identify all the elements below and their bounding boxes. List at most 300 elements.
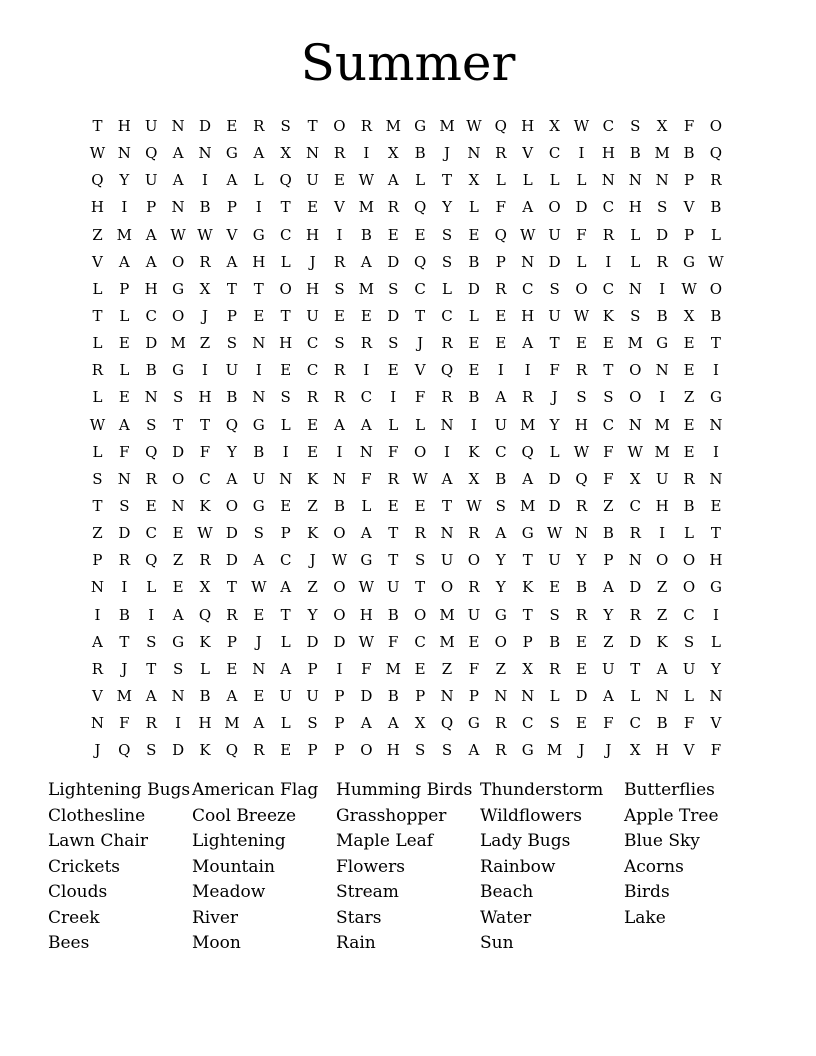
grid-letter: A <box>468 741 480 760</box>
grid-letter: B <box>602 524 614 543</box>
grid-letter: N <box>306 144 320 163</box>
grid-letter: C <box>629 714 641 733</box>
grid-letter: D <box>333 632 346 651</box>
grid-letter: P <box>522 632 533 651</box>
grid-letter: B <box>145 361 157 380</box>
grid-letter: M <box>358 279 375 298</box>
grid-letter: D <box>306 632 319 651</box>
grid-letter: S <box>441 252 453 271</box>
grid-letter: L <box>253 171 264 190</box>
page-title: Summer <box>300 34 516 92</box>
grid-letter: R <box>199 252 211 271</box>
grid-letter: E <box>495 306 507 325</box>
grid-letter: L <box>280 252 291 271</box>
grid-letter: A <box>522 198 534 217</box>
grid-letter: E <box>468 225 480 244</box>
grid-letter: O <box>629 361 642 380</box>
grid-letter: G <box>709 578 722 597</box>
grid-letter: W <box>358 578 375 597</box>
grid-letter: N <box>709 686 723 705</box>
grid-letter: S <box>630 117 641 135</box>
grid-letter: J <box>94 741 101 760</box>
grid-letter: N <box>171 198 185 217</box>
grid-letter: N <box>144 388 158 407</box>
grid-letter: W <box>170 225 186 244</box>
grid-letter: B <box>333 496 345 515</box>
grid-letter: O <box>333 117 346 135</box>
grid-letter: S <box>441 741 453 760</box>
grid-letter: V <box>92 252 103 271</box>
word-bank-word: Lawn Chair <box>48 831 148 851</box>
grid-letter: L <box>630 225 641 244</box>
grid-letter: I <box>390 388 397 407</box>
grid-letter: L <box>495 171 506 190</box>
grid-letter: T <box>415 578 426 597</box>
word-bank-word: Beach <box>480 882 534 902</box>
grid-letter: N <box>628 171 642 190</box>
grid-letter: U <box>306 306 319 325</box>
word-bank-word: River <box>192 907 239 928</box>
grid-letter: R <box>226 605 238 624</box>
grid-letter: F <box>710 741 722 760</box>
grid-letter: T <box>710 334 721 353</box>
grid-letter: A <box>656 659 668 678</box>
grid-letter: I <box>470 415 477 434</box>
grid-letter: H <box>709 551 723 570</box>
grid-letter: G <box>360 551 373 570</box>
grid-letter: U <box>548 306 561 325</box>
grid-letter: P <box>334 741 345 760</box>
grid-letter: E <box>576 714 587 733</box>
grid-letter: T <box>522 605 533 624</box>
grid-letter: I <box>336 225 343 244</box>
word-bank-column <box>192 778 342 957</box>
grid-letter: O <box>333 524 346 543</box>
grid-letter: W <box>708 252 724 271</box>
grid-letter: A <box>226 469 238 488</box>
grid-letter: N <box>628 279 642 298</box>
grid-letter: Y <box>495 578 506 597</box>
word-bank-word: Grasshopper <box>336 805 447 826</box>
grid-letter: A <box>280 578 292 597</box>
word-bank-word: Acorns <box>624 856 684 877</box>
grid-letter: O <box>655 551 669 570</box>
word-bank-word: Bees <box>48 933 90 953</box>
grid-letter: R <box>575 361 588 380</box>
grid-letter: P <box>280 524 291 543</box>
grid-letter: N <box>252 334 266 353</box>
grid-letter: E <box>307 415 319 434</box>
grid-letter: D <box>225 524 238 543</box>
grid-letter: E <box>172 578 184 597</box>
grid-letter: E <box>576 334 587 353</box>
grid-letter: O <box>629 388 642 407</box>
grid-letter: D <box>172 741 185 760</box>
grid-letter: I <box>94 605 101 624</box>
grid-letter: U <box>467 605 481 624</box>
grid-letter: I <box>712 361 719 380</box>
grid-letter: E <box>683 415 695 434</box>
grid-letter: D <box>548 469 561 488</box>
grid-letter: W <box>546 524 563 543</box>
grid-letter: R <box>710 171 722 190</box>
grid-letter: W <box>331 551 348 570</box>
grid-letter: N <box>359 442 373 461</box>
grid-letter: Q <box>145 144 158 163</box>
grid-letter: I <box>578 144 585 163</box>
grid-letter: B <box>414 144 426 163</box>
grid-letter: O <box>225 496 239 515</box>
grid-letter: H <box>359 605 373 624</box>
grid-letter: Z <box>307 578 318 597</box>
grid-letter: R <box>683 469 695 488</box>
grid-letter: N <box>332 469 347 488</box>
grid-letter: N <box>521 252 535 271</box>
grid-letter: F <box>388 442 399 461</box>
grid-letter: S <box>603 388 614 407</box>
grid-letter: N <box>521 686 535 705</box>
grid-letter: R <box>91 659 104 678</box>
grid-letter: N <box>171 496 185 515</box>
grid-letter: J <box>309 252 316 271</box>
grid-letter: Z <box>656 605 668 624</box>
grid-letter: W <box>89 415 106 434</box>
grid-letter: F <box>603 469 614 488</box>
grid-letter: A <box>387 171 399 190</box>
grid-letter: L <box>119 361 130 380</box>
grid-letter: O <box>279 279 292 298</box>
grid-letter: G <box>709 388 722 407</box>
grid-letter: H <box>306 279 320 298</box>
grid-letter: P <box>683 171 695 190</box>
grid-letter: T <box>92 306 103 325</box>
grid-letter: P <box>603 551 614 570</box>
grid-letter: S <box>146 741 157 760</box>
grid-letter: G <box>172 632 185 651</box>
word-bank-word: Water <box>480 907 532 928</box>
grid-letter: O <box>360 741 373 760</box>
word-bank-word: Blue Sky <box>624 831 700 851</box>
grid-letter: Z <box>656 578 668 597</box>
grid-letter: F <box>361 469 372 488</box>
grid-letter: G <box>467 714 480 733</box>
grid-letter: C <box>306 361 319 380</box>
grid-letter: M <box>170 334 186 353</box>
grid-letter: B <box>468 252 480 271</box>
grid-letter: Q <box>225 415 239 434</box>
grid-letter: B <box>199 686 211 705</box>
word-bank-word: Meadow <box>192 882 266 902</box>
grid-letter: X <box>629 469 641 488</box>
grid-letter: X <box>656 117 668 135</box>
grid-letter: M <box>116 686 133 705</box>
word-bank-word: Rain <box>336 933 376 953</box>
grid-letter: C <box>145 524 157 543</box>
grid-letter: A <box>522 469 534 488</box>
grid-letter: A <box>441 469 453 488</box>
grid-letter: E <box>387 361 399 380</box>
grid-letter: H <box>117 117 131 135</box>
grid-letter: N <box>709 469 723 488</box>
grid-letter: O <box>171 306 185 325</box>
grid-letter: S <box>280 388 291 407</box>
grid-letter: S <box>414 551 426 570</box>
grid-letter: N <box>655 171 669 190</box>
grid-letter: D <box>145 334 158 353</box>
grid-letter: Q <box>225 741 239 760</box>
grid-letter: T <box>388 551 399 570</box>
grid-letter: R <box>495 741 507 760</box>
grid-letter: D <box>575 686 588 705</box>
grid-letter: N <box>601 171 615 190</box>
grid-letter: S <box>495 496 506 515</box>
grid-letter: I <box>148 605 155 624</box>
grid-letter: A <box>145 252 157 271</box>
grid-letter: E <box>280 496 292 515</box>
grid-letter: C <box>602 117 615 135</box>
grid-letter: Y <box>549 415 560 434</box>
grid-letter: L <box>92 334 103 353</box>
grid-letter: H <box>655 741 669 760</box>
grid-letter: Y <box>576 551 587 570</box>
grid-letter: R <box>441 334 453 353</box>
grid-letter: B <box>199 198 211 217</box>
grid-letter: R <box>495 279 507 298</box>
word-bank-word: Stream <box>336 882 399 902</box>
grid-letter: B <box>683 144 695 163</box>
word-bank-word: Rainbow <box>480 856 556 877</box>
grid-letter: I <box>202 361 208 380</box>
grid-letter: A <box>280 659 292 678</box>
grid-letter: E <box>549 578 561 597</box>
grid-letter: C <box>306 334 319 353</box>
grid-letter: F <box>119 442 130 461</box>
word-bank-word: Flowers <box>336 856 405 877</box>
grid-letter: N <box>655 686 669 705</box>
grid-letter: X <box>199 578 211 597</box>
grid-letter: B <box>656 714 668 733</box>
grid-letter: Q <box>413 198 427 217</box>
grid-letter: E <box>280 361 292 380</box>
grid-letter: E <box>226 659 238 678</box>
grid-letter: U <box>144 171 158 190</box>
grid-letter: X <box>522 659 534 678</box>
grid-letter: J <box>578 741 585 760</box>
grid-letter: H <box>198 388 212 407</box>
grid-letter: L <box>442 279 452 298</box>
grid-letter: N <box>90 714 104 733</box>
grid-letter: R <box>333 388 346 407</box>
grid-letter: D <box>118 524 131 543</box>
grid-letter: T <box>280 306 291 325</box>
word-bank-word: Birds <box>624 882 670 902</box>
grid-letter: P <box>468 686 479 705</box>
word-bank-word: Cool Breeze <box>192 805 297 826</box>
grid-letter: H <box>252 252 266 271</box>
grid-letter: A <box>118 415 130 434</box>
grid-letter: N <box>467 144 481 163</box>
grid-letter: M <box>439 117 455 135</box>
grid-letter: H <box>144 279 158 298</box>
grid-letter: O <box>333 605 346 624</box>
grid-letter: J <box>551 388 558 407</box>
grid-letter: O <box>709 117 723 135</box>
grid-letter: N <box>628 415 642 434</box>
grid-letter: R <box>360 117 372 135</box>
grid-letter: B <box>495 469 507 488</box>
grid-letter: A <box>172 605 184 624</box>
grid-letter: I <box>444 442 450 461</box>
grid-letter: B <box>360 225 372 244</box>
grid-letter: A <box>387 714 399 733</box>
grid-letter: L <box>415 415 426 434</box>
grid-letter: C <box>199 469 211 488</box>
word-bank-word: Moon <box>192 933 241 953</box>
grid-letter: V <box>334 198 345 217</box>
grid-letter: R <box>602 225 615 244</box>
grid-letter: S <box>172 388 184 407</box>
grid-letter: D <box>575 198 588 217</box>
grid-letter: H <box>90 198 104 217</box>
grid-letter: U <box>494 415 508 434</box>
word-bank-word: Clothesline <box>48 805 146 826</box>
grid-letter: L <box>280 415 291 434</box>
grid-letter: H <box>601 144 615 163</box>
word-bank-word: Lady Bugs <box>480 831 571 851</box>
grid-letter: E <box>307 198 319 217</box>
grid-letter: N <box>494 686 508 705</box>
grid-letter: Z <box>603 496 614 515</box>
grid-letter: H <box>521 306 535 325</box>
grid-letter: Y <box>603 605 614 624</box>
grid-letter: P <box>415 686 426 705</box>
grid-letter: F <box>683 117 695 135</box>
grid-letter: U <box>440 551 454 570</box>
grid-letter: E <box>468 361 480 380</box>
grid-letter: L <box>630 252 641 271</box>
grid-letter: L <box>576 252 587 271</box>
grid-letter: F <box>199 442 211 461</box>
grid-letter: T <box>442 171 453 190</box>
grid-letter: G <box>252 415 265 434</box>
grid-letter: F <box>495 198 507 217</box>
grid-letter: E <box>414 496 426 515</box>
grid-letter: R <box>253 741 265 760</box>
grid-letter: X <box>629 741 641 760</box>
grid-letter: E <box>576 632 587 651</box>
grid-letter: L <box>92 388 103 407</box>
grid-letter: T <box>522 551 533 570</box>
grid-letter: A <box>118 252 130 271</box>
grid-letter: H <box>386 741 400 760</box>
grid-letter: B <box>387 686 399 705</box>
grid-letter: E <box>118 334 130 353</box>
grid-letter: A <box>360 714 372 733</box>
grid-letter: Z <box>441 659 453 678</box>
grid-letter: P <box>495 252 506 271</box>
grid-letter: O <box>171 252 185 271</box>
grid-letter: S <box>172 659 184 678</box>
word-bank-word: Stars <box>336 907 382 928</box>
grid-letter: I <box>524 361 531 380</box>
grid-letter: S <box>657 198 668 217</box>
grid-letter: T <box>146 659 157 678</box>
grid-letter: E <box>576 659 587 678</box>
word-bank-word: Humming Birds <box>336 780 473 800</box>
grid-letter: P <box>683 225 695 244</box>
grid-letter: T <box>549 334 560 353</box>
word-bank-column <box>624 778 774 931</box>
grid-letter: U <box>655 469 669 488</box>
grid-letter: B <box>253 442 265 461</box>
grid-letter: O <box>467 551 481 570</box>
grid-letter: Z <box>683 388 695 407</box>
grid-letter: A <box>253 551 265 570</box>
grid-letter: I <box>363 144 370 163</box>
grid-letter: L <box>119 306 130 325</box>
grid-letter: W <box>251 578 267 597</box>
grid-letter: W <box>519 225 536 244</box>
grid-letter: Y <box>495 551 506 570</box>
grid-letter: N <box>171 117 185 135</box>
grid-letter: O <box>413 442 427 461</box>
grid-letter: N <box>440 686 454 705</box>
grid-letter: L <box>468 306 479 325</box>
grid-letter: D <box>629 632 642 651</box>
word-bank-word: Lake <box>624 907 666 928</box>
grid-letter: R <box>333 361 346 380</box>
grid-letter: V <box>710 714 722 733</box>
grid-letter: R <box>145 469 157 488</box>
grid-letter: R <box>118 551 130 570</box>
grid-letter: S <box>253 524 264 543</box>
grid-letter: B <box>710 198 722 217</box>
grid-letter: F <box>468 659 480 678</box>
grid-letter: N <box>252 388 266 407</box>
grid-letter: C <box>602 279 615 298</box>
grid-letter: O <box>413 605 427 624</box>
grid-letter: R <box>333 252 346 271</box>
word-bank-word: Apple Tree <box>624 805 719 826</box>
grid-letter: N <box>574 524 589 543</box>
grid-letter: Q <box>440 361 454 380</box>
grid-letter: K <box>468 442 480 461</box>
grid-letter: S <box>683 632 695 651</box>
grid-letter: O <box>440 578 454 597</box>
grid-letter: L <box>146 578 157 597</box>
grid-letter: G <box>414 117 427 135</box>
grid-letter: S <box>549 714 560 733</box>
grid-letter: N <box>252 659 266 678</box>
grid-letter: X <box>468 171 480 190</box>
grid-letter: O <box>575 279 588 298</box>
grid-letter: A <box>495 524 507 543</box>
grid-letter: A <box>360 252 372 271</box>
grid-letter: X <box>280 144 292 163</box>
grid-letter: Q <box>413 252 427 271</box>
word-bank-word: Thunderstorm <box>480 780 604 800</box>
grid-letter: U <box>548 225 561 244</box>
grid-letter: S <box>388 279 399 298</box>
grid-letter: W <box>681 279 697 298</box>
grid-letter: W <box>573 442 590 461</box>
grid-letter: A <box>253 714 265 733</box>
grid-letter: N <box>90 578 104 597</box>
grid-letter: V <box>683 741 695 760</box>
grid-letter: X <box>414 714 426 733</box>
grid-letter: C <box>495 442 507 461</box>
grid-letter: S <box>441 225 453 244</box>
